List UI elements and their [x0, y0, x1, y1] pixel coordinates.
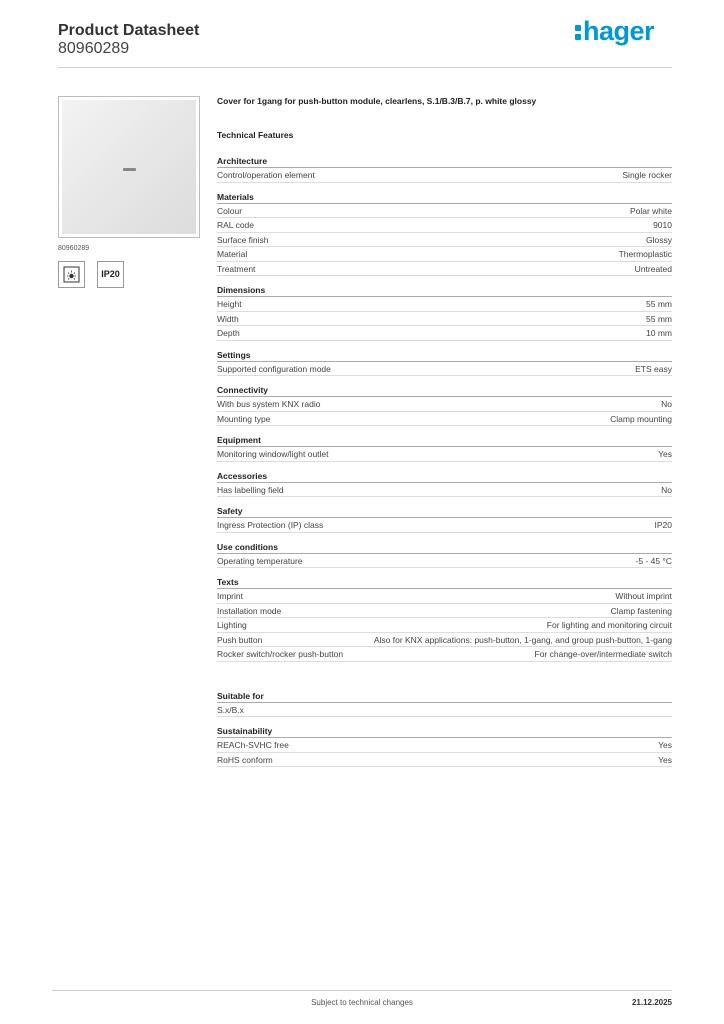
feature-row: [217, 554, 672, 569]
feature-row: [217, 633, 672, 648]
feature-value: ETS easy: [635, 363, 672, 374]
cover-plate: [62, 100, 196, 234]
section-title: Materials: [217, 192, 672, 204]
hager-logo: [575, 16, 654, 47]
feature-label: Width: [217, 313, 239, 324]
feature-label: With bus system KNX radio: [217, 399, 321, 409]
feature-label: Monitoring window/light outlet: [217, 449, 329, 459]
feature-sections: [217, 156, 672, 767]
feature-label: Control/operation element: [217, 170, 315, 180]
feature-label: Imprint: [217, 591, 243, 601]
section-title: Architecture: [217, 156, 672, 168]
feature-value: Thermoplastic: [618, 249, 672, 259]
section-materials: [217, 192, 672, 277]
feature-value: Glossy: [646, 234, 672, 245]
feature-row: [217, 738, 672, 753]
feature-label: Material: [217, 249, 248, 259]
feature-value: Clamp mounting: [610, 413, 672, 424]
feature-row: [217, 604, 672, 619]
feature-label: S.x/B.x: [217, 704, 244, 715]
product-number: 80960289: [58, 40, 130, 57]
technical-features-title: Technical Features: [217, 130, 294, 140]
feature-value: Untreated: [634, 263, 672, 274]
feature-label: Push button: [217, 634, 263, 645]
datasheet-content: [217, 96, 672, 776]
section-equipment: [217, 435, 672, 462]
section-title: Safety: [217, 506, 672, 518]
feature-label: Surface finish: [217, 234, 269, 245]
ip-rating-badge: IP20: [97, 261, 124, 288]
section-title: Settings: [217, 350, 672, 362]
section-title: Sustainability: [217, 726, 672, 738]
feature-row: [217, 753, 672, 768]
feature-label: Height: [217, 299, 242, 309]
section-title: Dimensions: [217, 285, 672, 297]
feature-label: REACh-SVHC free: [217, 740, 289, 750]
feature-row: [217, 703, 672, 718]
clearlens-window: [123, 168, 136, 171]
feature-value: 9010: [653, 220, 672, 230]
feature-label: Installation mode: [217, 605, 282, 616]
feature-row: [217, 412, 672, 427]
section-title: Accessories: [217, 471, 672, 483]
feature-row: [217, 326, 672, 341]
feature-value: Yes: [658, 449, 672, 459]
feature-label: Colour: [217, 205, 243, 216]
feature-row: [217, 618, 672, 633]
light-window-icon: [58, 261, 85, 288]
feature-value: Polar white: [629, 205, 672, 216]
feature-value: IP20: [654, 520, 672, 530]
feature-value: Yes: [658, 754, 672, 765]
feature-label: Lighting: [217, 620, 247, 630]
feature-label: RoHS conform: [217, 754, 273, 765]
image-caption: 80960289: [58, 245, 90, 252]
feature-value: No: [661, 484, 672, 495]
feature-value: Without imprint: [615, 591, 672, 601]
feature-value: 55 mm: [646, 313, 672, 324]
footer-date: 21.12.2025: [631, 998, 672, 1007]
feature-label: Operating temperature: [217, 555, 303, 566]
feature-label: Ingress Protection (IP) class: [217, 520, 324, 530]
section-settings: [217, 350, 672, 377]
feature-value: For change-over/intermediate switch: [534, 649, 672, 659]
feature-label: Supported configuration mode: [217, 363, 331, 374]
section-title: Texts: [217, 577, 672, 589]
feature-label: RAL code: [217, 220, 255, 230]
feature-row: [217, 168, 672, 183]
feature-row: [217, 218, 672, 233]
feature-row: [217, 483, 672, 498]
section-texts: [217, 577, 672, 662]
feature-value: -5 - 45 °C: [635, 555, 672, 566]
feature-value: 10 mm: [646, 328, 672, 338]
feature-row: [217, 362, 672, 377]
feature-row: [217, 233, 672, 248]
feature-label: Rocker switch/rocker push-button: [217, 649, 344, 659]
product-image: [58, 96, 200, 238]
feature-label: Has labelling field: [217, 484, 284, 495]
feature-row: [217, 647, 672, 662]
section-suitable-for: [217, 691, 672, 718]
feature-value: Yes: [658, 740, 672, 750]
feature-value: Also for KNX applications: push-button, 1-gang, and group push-button, 1-gang: [373, 634, 672, 645]
section-dimensions: [217, 285, 672, 341]
feature-row: [217, 204, 672, 219]
footer-divider: [52, 990, 672, 991]
page-title: Product Datasheet: [58, 22, 200, 39]
feature-row: [217, 518, 672, 533]
feature-value: No: [661, 399, 672, 409]
feature-row: [217, 262, 672, 277]
feature-label: Mounting type: [217, 413, 271, 424]
section-title: Suitable for: [217, 691, 672, 703]
feature-label: Treatment: [217, 263, 256, 274]
feature-row: [217, 312, 672, 327]
feature-row: [217, 589, 672, 604]
header: [58, 22, 199, 58]
feature-row: [217, 397, 672, 412]
feature-value: For lighting and monitoring circuit: [546, 620, 672, 630]
logo-dots-icon: [575, 23, 581, 41]
section-safety: [217, 506, 672, 533]
section-title: Connectivity: [217, 385, 672, 397]
section-accessories: [217, 471, 672, 498]
section-title: Use conditions: [217, 542, 672, 554]
feature-label: Depth: [217, 328, 240, 338]
feature-row: [217, 297, 672, 312]
feature-value: Single rocker: [622, 170, 672, 180]
section-title: Equipment: [217, 435, 672, 447]
section-architecture: [217, 156, 672, 183]
section-spacer: [217, 671, 672, 691]
section-sustainability: [217, 726, 672, 767]
section-use-conditions: [217, 542, 672, 569]
product-description: Cover for 1gang for push-button module, clearlens, S.1/B.3/B.7, p. white glossy: [217, 96, 537, 106]
header-divider: [58, 67, 672, 68]
feature-row: [217, 447, 672, 462]
logo-text: hager: [582, 16, 654, 46]
footer-note: Subject to technical changes: [311, 998, 413, 1007]
feature-value: 55 mm: [646, 299, 672, 309]
feature-row: [217, 247, 672, 262]
section-connectivity: [217, 385, 672, 426]
feature-value: Clamp fastening: [610, 605, 672, 616]
